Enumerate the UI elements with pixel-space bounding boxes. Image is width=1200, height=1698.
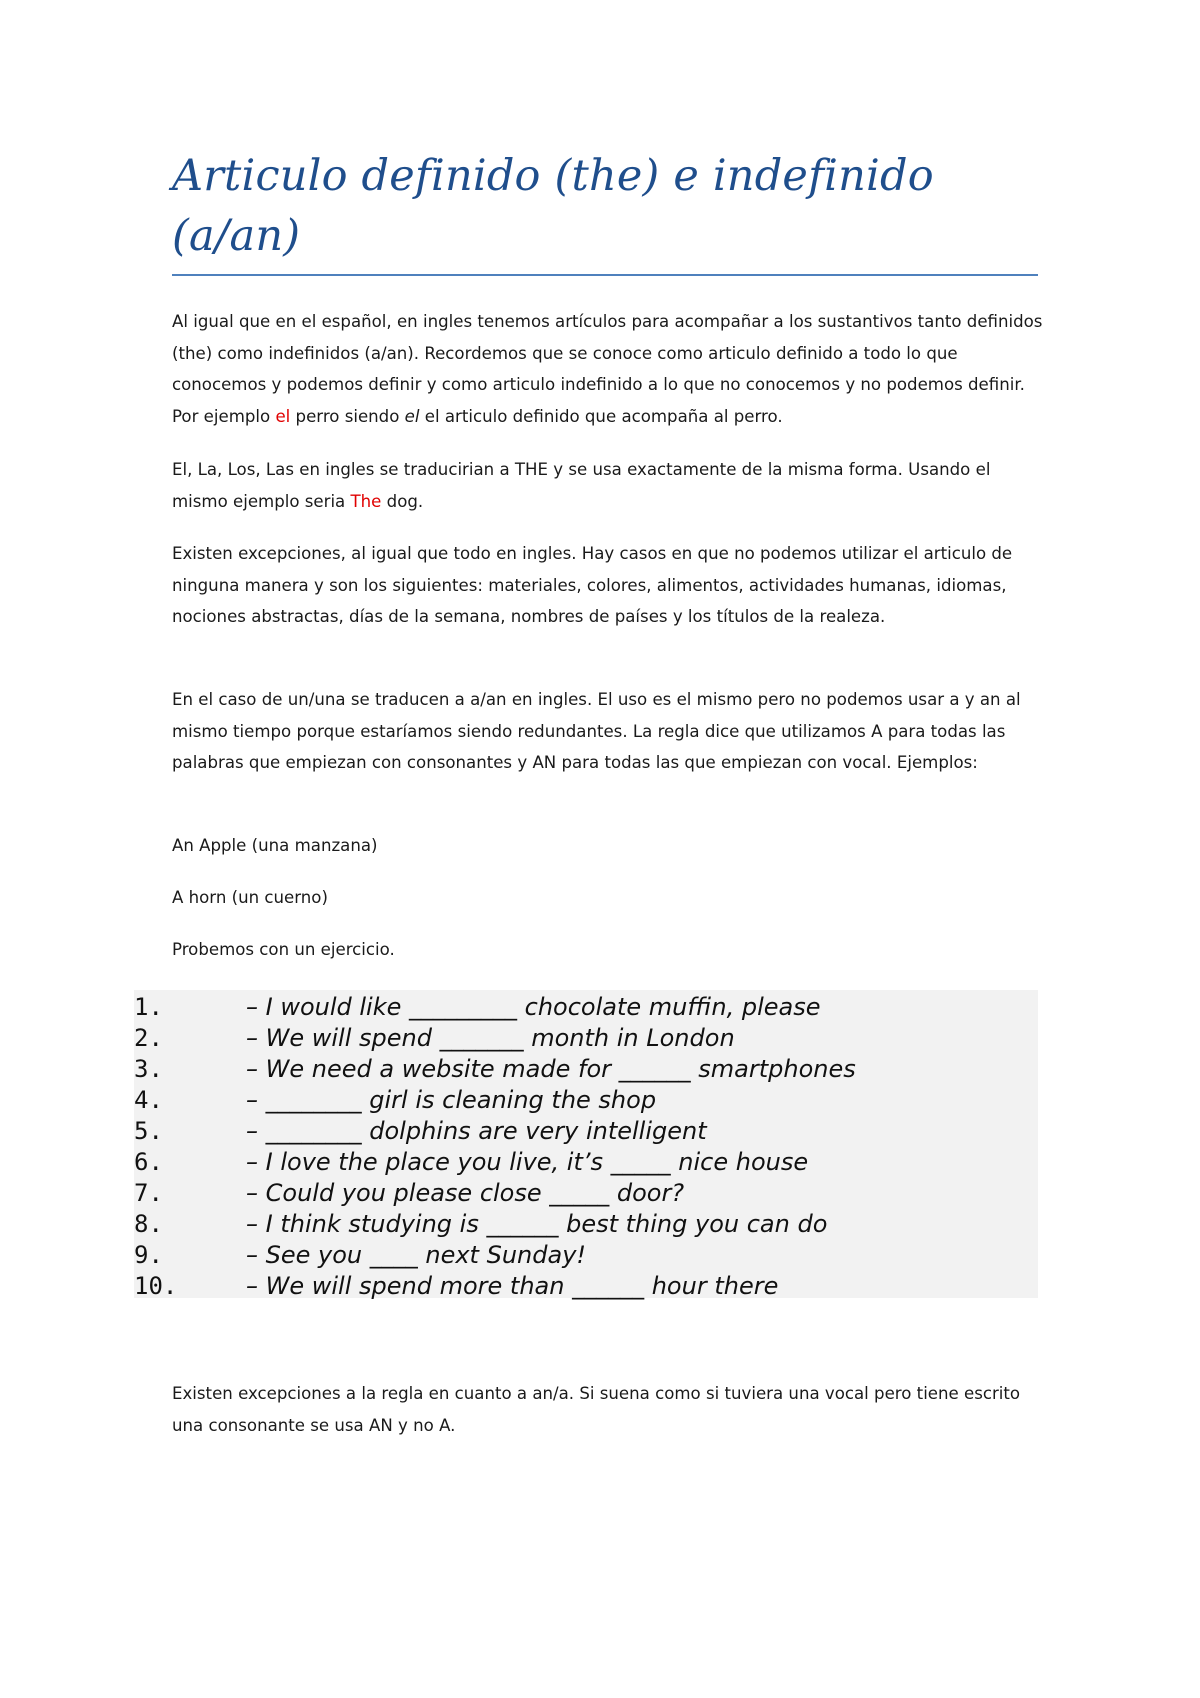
exercise-sentence: – We will spend _______ month in London (246, 1024, 735, 1052)
the-paragraph (172, 454, 1044, 517)
exercise-sentence: – ________ girl is cleaning the shop (246, 1086, 657, 1114)
exercise-list (134, 990, 1038, 1298)
page-title: Articulo definido (the) e indefinido (a/an) (172, 151, 934, 261)
exercise-sentence: – We will spend more than ______ hour there (246, 1272, 779, 1300)
exercise-item (134, 1209, 1038, 1240)
italic-el: el (404, 406, 420, 426)
intro-paragraph (172, 306, 1044, 432)
intro-text-end: el articulo definido que acompaña al perro. (419, 406, 783, 426)
exercise-item (134, 1178, 1038, 1209)
highlight-the: The (350, 491, 382, 511)
exercise-item (134, 1116, 1038, 1147)
exercise-sentence: – See you ____ next Sunday! (246, 1241, 587, 1269)
exercise-item (134, 992, 1038, 1023)
exercise-sentence: – I would like _________ chocolate muffin, please (246, 993, 821, 1021)
exercise-item (134, 1023, 1038, 1054)
title-underline (172, 274, 1038, 276)
exercise-item (134, 1271, 1038, 1302)
exercise-number: 5. (134, 1117, 163, 1145)
exercise-number: 7. (134, 1179, 163, 1207)
exercise-intro: Probemos con un ejercicio. (172, 940, 395, 959)
exercise-item (134, 1054, 1038, 1085)
example-apple: An Apple (una manzana) (172, 836, 378, 855)
exercise-number: 3. (134, 1055, 163, 1083)
the-text-end: dog. (381, 491, 424, 511)
exercise-sentence: – I think studying is ______ best thing you can do (246, 1210, 828, 1238)
intro-text-start: Al igual que en el español, en ingles tenemos artículos para acompañar a los sustantivos tanto definidos (the) como indefinidos (a/an). Recordemos que se conoce como articulo definido a todo lo que conocemos y podemos definir y como articulo indefinido a lo que no conocemos y no podemos definir. Por ejemplo (172, 312, 1043, 426)
exercise-sentence: – We need a website made for ______ smartphones (246, 1055, 856, 1083)
a-an-paragraph: En el caso de un/una se traducen a a/an en ingles. El uso es el mismo pero no podemos usar a y an al mismo tiempo porque estaríamos siendo redundantes. La regla dice que utilizamos A para todas las palabras que empiezan con consonantes y AN para todas las que empiezan con vocal. Ejemplos: (172, 690, 1021, 772)
exercise-number: 8. (134, 1210, 163, 1238)
exercise-sentence: – ________ dolphins are very intelligent (246, 1117, 707, 1145)
exceptions-an-a-paragraph: Existen excepciones a la regla en cuanto a an/a. Si suena como si tuviera una vocal pero tiene escrito una consonante se usa AN y no A. (172, 1384, 1021, 1435)
intro-text-mid: perro siendo (290, 406, 405, 426)
exercise-item (134, 1147, 1038, 1178)
exercise-number: 4. (134, 1086, 163, 1114)
the-text-start: El, La, Los, Las en ingles se traducirian a THE y se usa exactamente de la misma forma. Usando el mismo ejemplo seria (172, 460, 991, 511)
highlight-el: el (275, 406, 291, 426)
exceptions-paragraph: Existen excepciones, al igual que todo en ingles. Hay casos en que no podemos utilizar el articulo de ninguna manera y son los siguientes: materiales, colores, alimentos, actividades humanas, idiomas, nociones abstractas, días de la semana, nombres de países y los títulos de la realeza. (172, 544, 1013, 626)
exercise-sentence: – Could you please close _____ door? (246, 1179, 685, 1207)
exercise-number: 1. (134, 993, 163, 1021)
exercise-number: 9. (134, 1241, 163, 1269)
exercise-number: 6. (134, 1148, 163, 1176)
exercise-sentence: – I love the place you live, it’s _____ nice house (246, 1148, 809, 1176)
exercise-item (134, 1085, 1038, 1116)
exercise-item (134, 1240, 1038, 1271)
exercise-number: 10. (134, 1272, 178, 1300)
exercise-number: 2. (134, 1024, 163, 1052)
example-horn: A horn (un cuerno) (172, 888, 328, 907)
